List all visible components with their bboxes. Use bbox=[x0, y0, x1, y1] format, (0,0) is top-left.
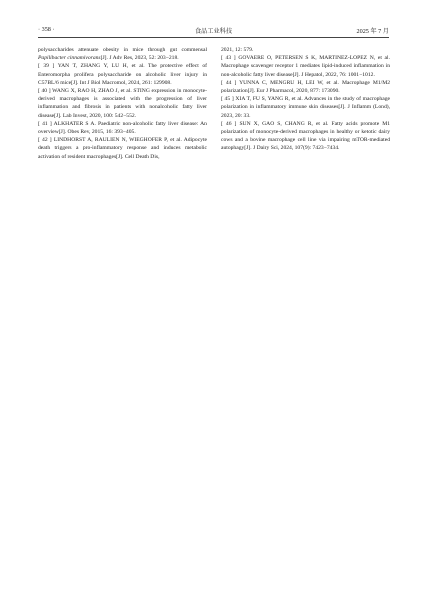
reference-item bbox=[38, 136, 207, 161]
reference-text: 2021, 12: 579. bbox=[221, 47, 254, 53]
reference-item bbox=[221, 54, 390, 79]
reference-number: [ 43 ] bbox=[221, 55, 236, 62]
reference-number: [ 45 ] bbox=[221, 96, 234, 103]
reference-text: polysaccharides attenuate obesity in mice through gut commensal bbox=[38, 47, 207, 53]
reference-column-left bbox=[38, 46, 207, 161]
reference-number: [ 46 ] bbox=[221, 120, 237, 127]
reference-italic: Papilibacter cinnamivorans bbox=[38, 55, 101, 62]
issue-date: 2025 年 7 月 bbox=[356, 28, 389, 35]
reference-text: YAN T, ZHANG Y, LU H, et al. The protective effect of Enteromorpha prolifera polysaccharide on alcoholic liver injury in C57BL/6 mice[J]. Int J Biol Macromol, 2024, 261: 129908. bbox=[38, 63, 207, 86]
reference-number: [ 44 ] bbox=[221, 79, 237, 86]
reference-text: YUNNA C, MENGRU H, LEI W, et al. Macrophage M1/M2 polarization[J]. Eur J Pharmacol, 2020, 877: 173090. bbox=[221, 79, 390, 95]
reference-item bbox=[221, 79, 390, 95]
reference-number: [ 39 ] bbox=[38, 63, 55, 70]
journal-name: 食品工业科技 bbox=[194, 28, 233, 35]
reference-number: [ 42 ] bbox=[38, 137, 52, 144]
running-header bbox=[38, 22, 389, 36]
header-rule bbox=[38, 37, 389, 38]
reference-text: WANG X, RAO H, ZHAO J, et al. STING expression in monocyte-derived macrophages is associated with the progression of liver inflammation and fibrosis in patients with nonalcoholic fatty liver disease[J]. Lab Invest, 2020, 100: 542−552. bbox=[38, 88, 207, 119]
page-number: · 358 · bbox=[38, 26, 55, 33]
reference-text: LINDHORST A, RAULIEN N, WIEGHOFER P, et al. Adipocyte death triggers a pro-inflammatory response and induces metabolic activation of resident macrophages[J]. Cell Death Dis, bbox=[38, 137, 208, 160]
reference-number: [ 41 ] bbox=[38, 120, 52, 127]
reference-item bbox=[38, 62, 207, 87]
reference-text: ALKHATER S A. Paediatric non-alcoholic fatty liver disease: An overview[J]. Obes Rev, 2015, 16: 393−405. bbox=[38, 120, 207, 136]
reference-column-right bbox=[221, 46, 390, 153]
reference-item bbox=[38, 87, 207, 120]
reference-tail: [J]. J Adv Res, 2023, 52: 203−218. bbox=[100, 55, 179, 62]
reference-item bbox=[38, 120, 207, 136]
reference-item bbox=[221, 95, 390, 120]
reference-text: SUN X, GAO S, CHANG R, et al. Fatty acids promote M1 polarization of monocyte-derived macrophages in healthy or ketotic dairy cows and a bovine macrophage cell line via impairing mTOR-mediated autophagy[J]. J Dairy Sci, 2024, 107(9): 7423−7434. bbox=[221, 120, 391, 152]
reference-item bbox=[221, 120, 390, 153]
reference-item bbox=[221, 46, 390, 54]
reference-text: GOVAERE O, PETERSEN S K, MARTINEZ-LOPEZ N, et al. Macrophage scavenger receptor 1 mediates lipid-induced inflammation in non-alcoholic fatty liver disease[J]. J Hepatol, 2022, 76: 1001−1012. bbox=[221, 55, 390, 78]
reference-item bbox=[38, 46, 207, 62]
reference-text: XIA T, FU S, YANG R, et al. Advances in the study of macrophage polarization in inflammatory immune skin diseases[J]. J Inflamm (Lond), 2023, 20: 33. bbox=[221, 96, 390, 119]
reference-number: [ 40 ] bbox=[38, 88, 51, 95]
